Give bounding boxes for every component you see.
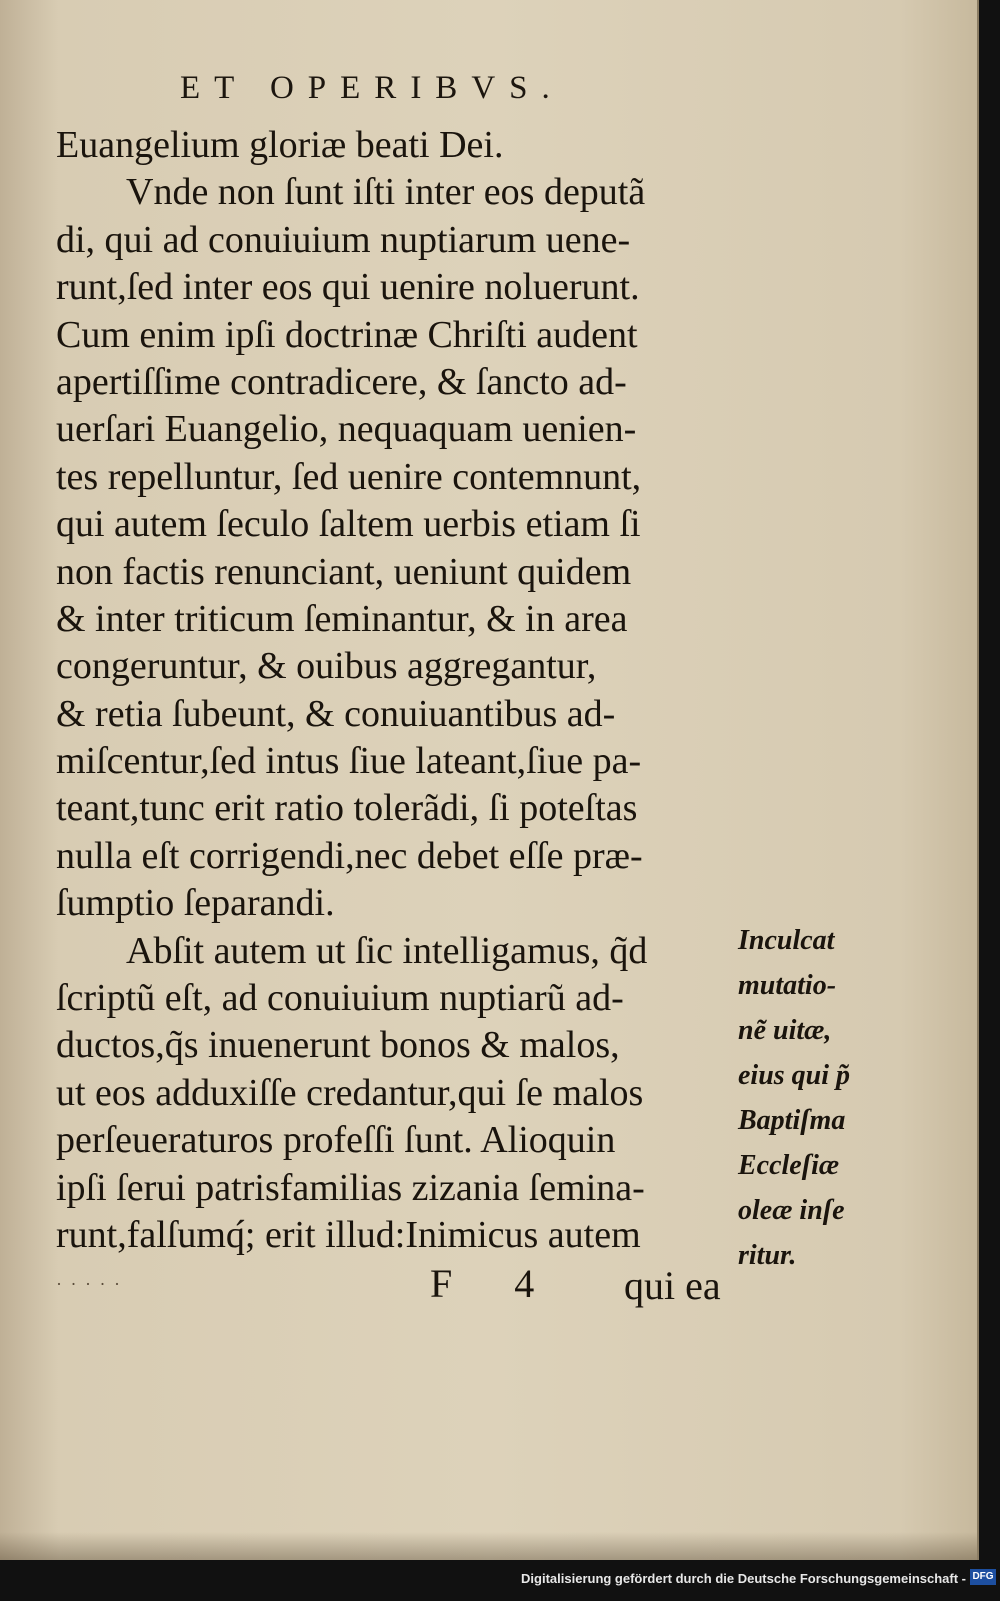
text-line: miſcentur,ſed intus ſiue lateant,ſiue pa- bbox=[56, 740, 642, 783]
funding-credit: Digitalisierung gefördert durch die Deutsche Forschungsgemeinschaft - bbox=[521, 1571, 966, 1586]
text-line: & retia ſubeunt, & conuiuantibus ad- bbox=[56, 692, 616, 735]
marginal-line: nẽ uitæ, bbox=[738, 1015, 832, 1046]
text-line: congeruntur, & ouibus aggregantur, bbox=[56, 645, 597, 688]
text-line: apertiſſime contradicere, & ſancto ad- bbox=[56, 360, 627, 403]
text-line: qui autem ſeculo ſaltem uerbis etiam ſi bbox=[56, 503, 641, 546]
text-line: runt,falſumq́; erit illud:Inimicus autem bbox=[56, 1213, 641, 1256]
body-text bbox=[56, 122, 731, 1259]
text-line: uerſari Euangelio, nequaquam uenien- bbox=[56, 408, 637, 451]
text-line: di, qui ad conuiuium nuptiarum uene- bbox=[56, 218, 631, 261]
marginal-note bbox=[738, 918, 888, 1278]
marginal-line: Eccleſiæ bbox=[738, 1150, 840, 1181]
text-line: Abſit autem ut ſic intelligamus, q̃d bbox=[126, 929, 648, 972]
marginal-line: mutatio- bbox=[738, 970, 837, 1001]
text-line: ut eos adduxiſſe credantur,qui ſe malos bbox=[56, 1071, 644, 1114]
digitization-footer bbox=[0, 1563, 1000, 1601]
running-head: ET OPERIBVS. bbox=[180, 70, 564, 106]
marginal-line: Inculcat bbox=[738, 925, 835, 956]
text-line: ductos,q̃s inuenerunt bonos & malos, bbox=[56, 1024, 620, 1067]
page-footer-line bbox=[56, 1260, 736, 1310]
text-line: perſeueraturos profeſſi ſunt. Alioquin bbox=[56, 1119, 616, 1162]
faint-marks: · · · · · bbox=[56, 1274, 122, 1294]
marginal-line: Baptiſma bbox=[738, 1105, 846, 1136]
text-line: runt,ſed inter eos qui uenire noluerunt. bbox=[56, 266, 640, 309]
text-line: non factis renunciant, ueniunt quidem bbox=[56, 550, 632, 593]
page-edge-shadow bbox=[0, 1532, 977, 1560]
text-line: tes repelluntur, ſed uenire contemnunt, bbox=[56, 455, 642, 498]
text-line: Cum enim ipſi doctrinæ Chriſti audent bbox=[56, 313, 638, 356]
signature-mark: F 4 bbox=[430, 1261, 561, 1306]
marginal-line: oleæ inſe bbox=[738, 1195, 845, 1226]
text-line: teant,tunc erit ratio tolerãdi, ſi poteſtas bbox=[56, 787, 638, 830]
text-line: ipſi ſerui patrisfamilias zizania ſemina- bbox=[56, 1166, 645, 1209]
text-line: ſcriptũ eſt, ad conuiuium nuptiarũ ad- bbox=[56, 977, 624, 1020]
marginal-line: eius qui p̃ bbox=[738, 1060, 851, 1091]
text-line: nulla eſt corrigendi,nec debet eſſe præ- bbox=[56, 834, 643, 877]
catchword: qui ea bbox=[624, 1263, 721, 1308]
dfg-logo: DFG bbox=[970, 1569, 996, 1585]
marginal-line: ritur. bbox=[738, 1240, 797, 1271]
text-line: Euangelium gloriæ beati Dei. bbox=[56, 124, 504, 166]
text-line: Vnde non ſunt iſti inter eos deputã bbox=[126, 171, 646, 214]
text-line: & inter triticum ſeminantur, & in area bbox=[56, 597, 628, 640]
text-line: ſumptio ſeparandi. bbox=[56, 882, 335, 925]
